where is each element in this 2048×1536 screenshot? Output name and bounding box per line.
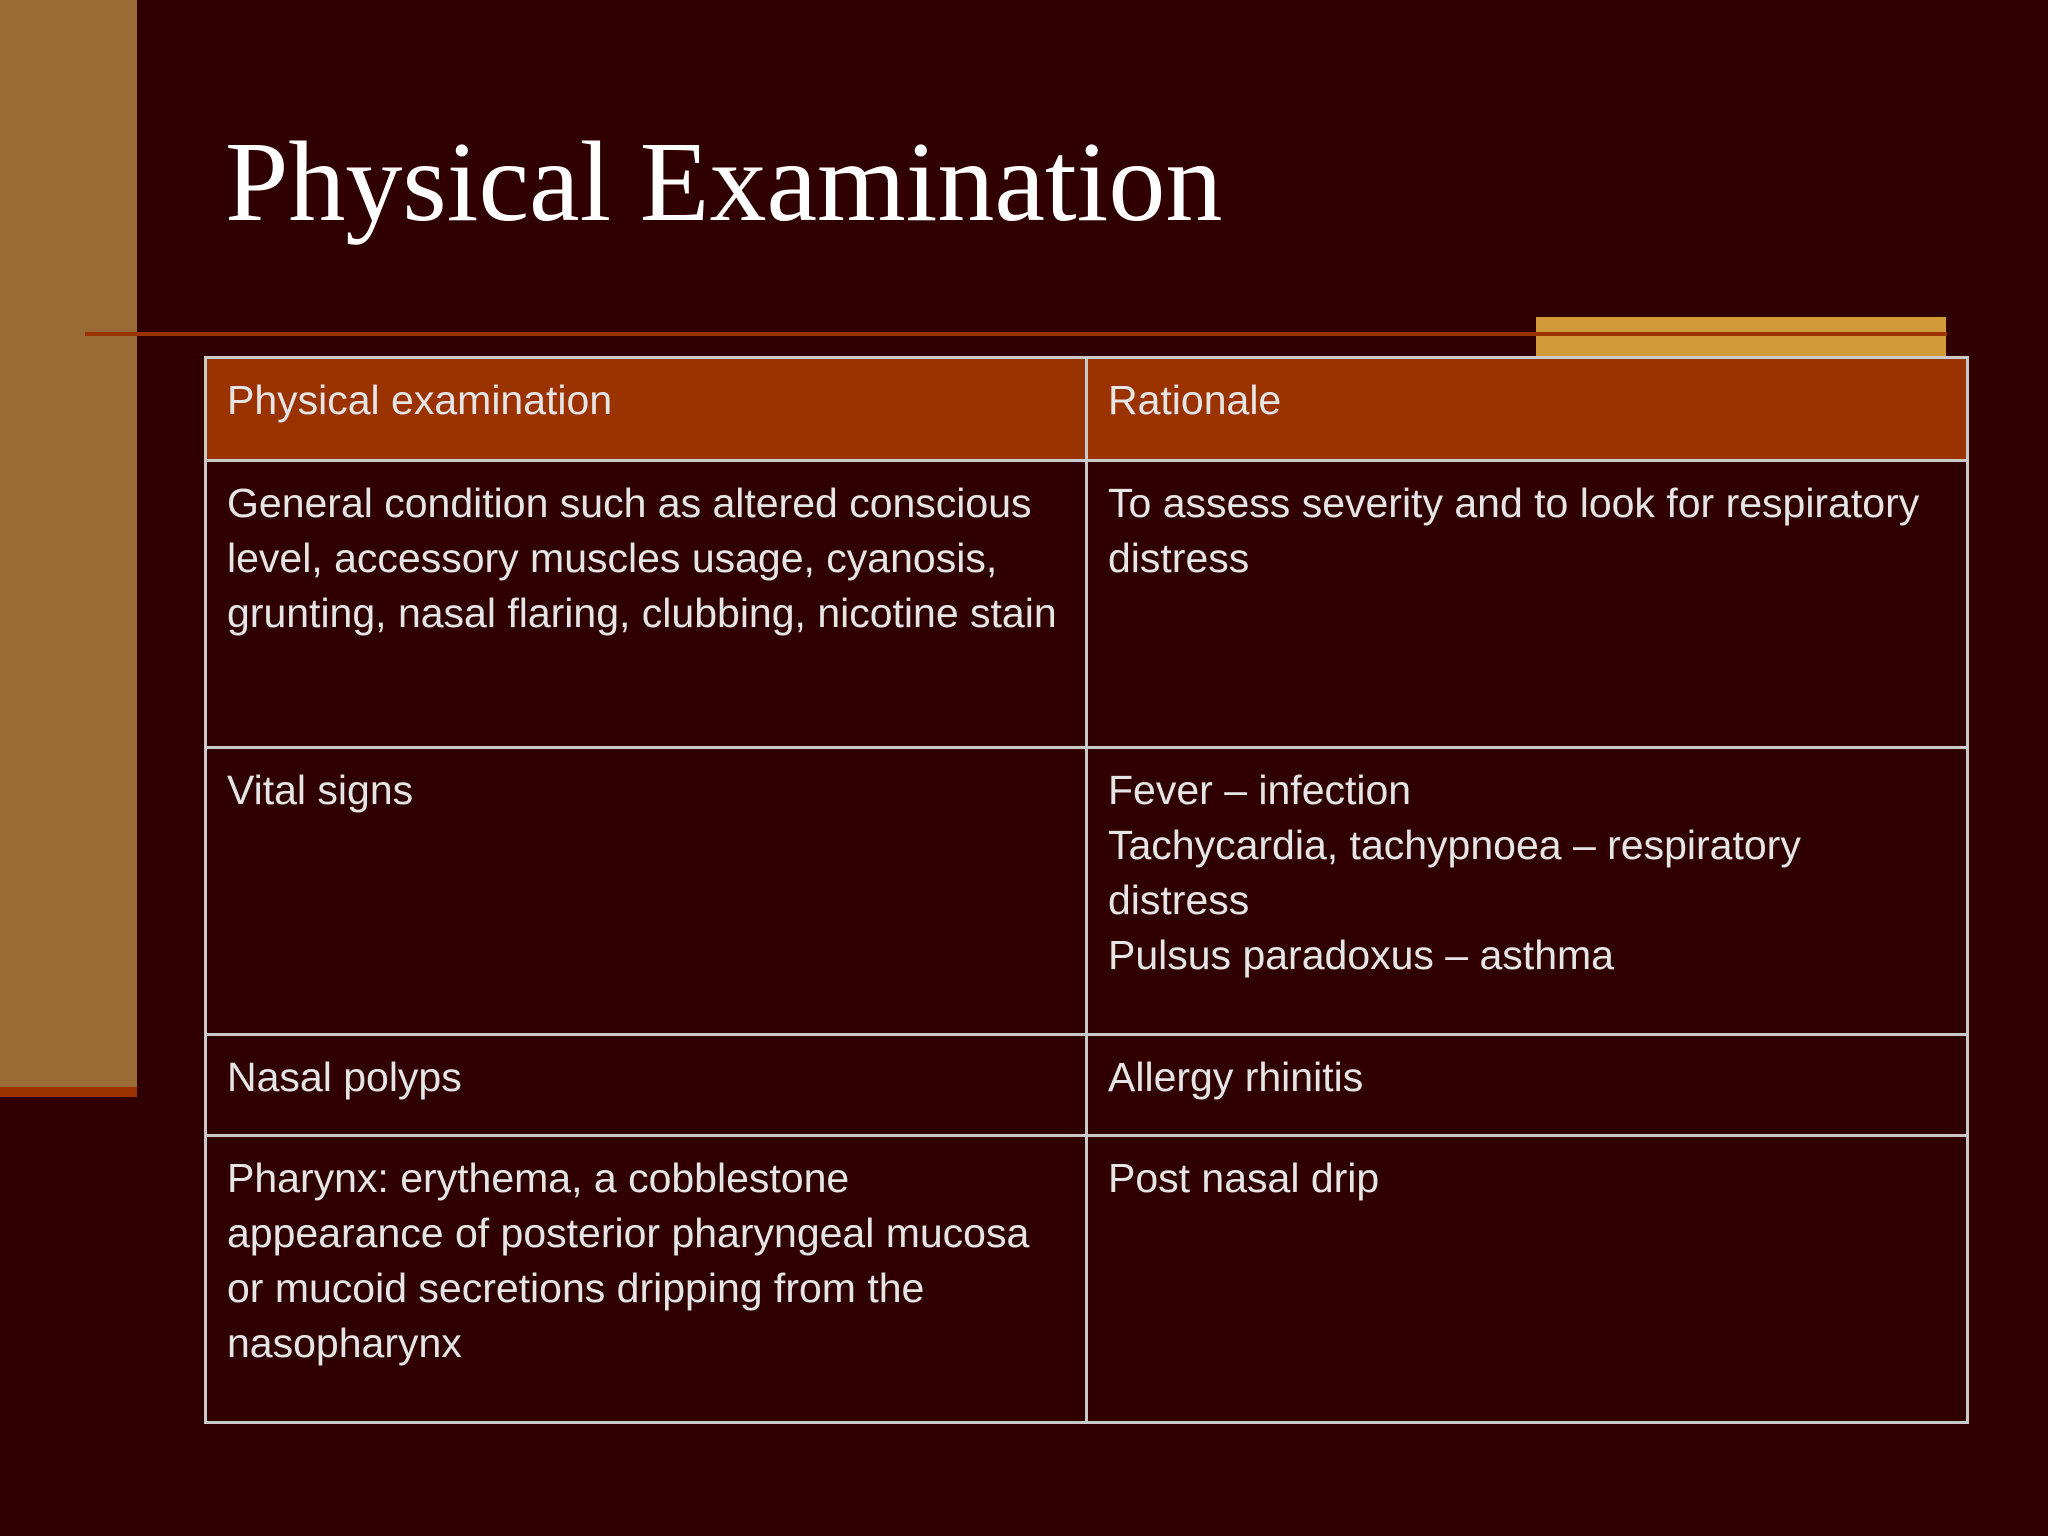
rationale-cell [1087,1035,1968,1136]
rationale-cell [1087,461,1968,748]
header-rationale: Rationale [1087,358,1968,461]
table-row [206,748,1968,1035]
rationale-line: Fever – infection [1108,767,1412,813]
header-physical-examination: Physical examination [206,358,1087,461]
table-row [206,1035,1968,1136]
slide-title: Physical Examination [225,118,1223,245]
table-row [206,1136,1968,1423]
rationale-cell [1087,1136,1968,1423]
rationale-line: Post nasal drip [1108,1155,1380,1201]
rationale-line: Tachycardia, tachypnoea – respiratory distress [1108,822,1801,923]
left-decorative-bar [0,0,137,1087]
exam-cell: Vital signs [206,748,1087,1035]
rationale-cell [1087,748,1968,1035]
rationale-line: Allergy rhinitis [1108,1054,1364,1100]
table-row [206,461,1968,748]
rationale-line: To assess severity and to look for respiratory distress [1108,480,1920,581]
table-header-row [206,358,1968,461]
examination-table [204,356,1969,1424]
exam-cell: Nasal polyps [206,1035,1087,1136]
rationale-line: Pulsus paradoxus – asthma [1108,932,1614,978]
left-bar-underline [0,1087,137,1097]
exam-cell: General condition such as altered conscious level, accessory muscles usage, cyanosis, grunting, nasal flaring, clubbing, nicotine stain [206,461,1087,748]
exam-cell: Pharynx: erythema, a cobblestone appearance of posterior pharyngeal mucosa or mucoid secretions dripping from the nasopharynx [206,1136,1087,1423]
accent-block [1536,317,1946,356]
